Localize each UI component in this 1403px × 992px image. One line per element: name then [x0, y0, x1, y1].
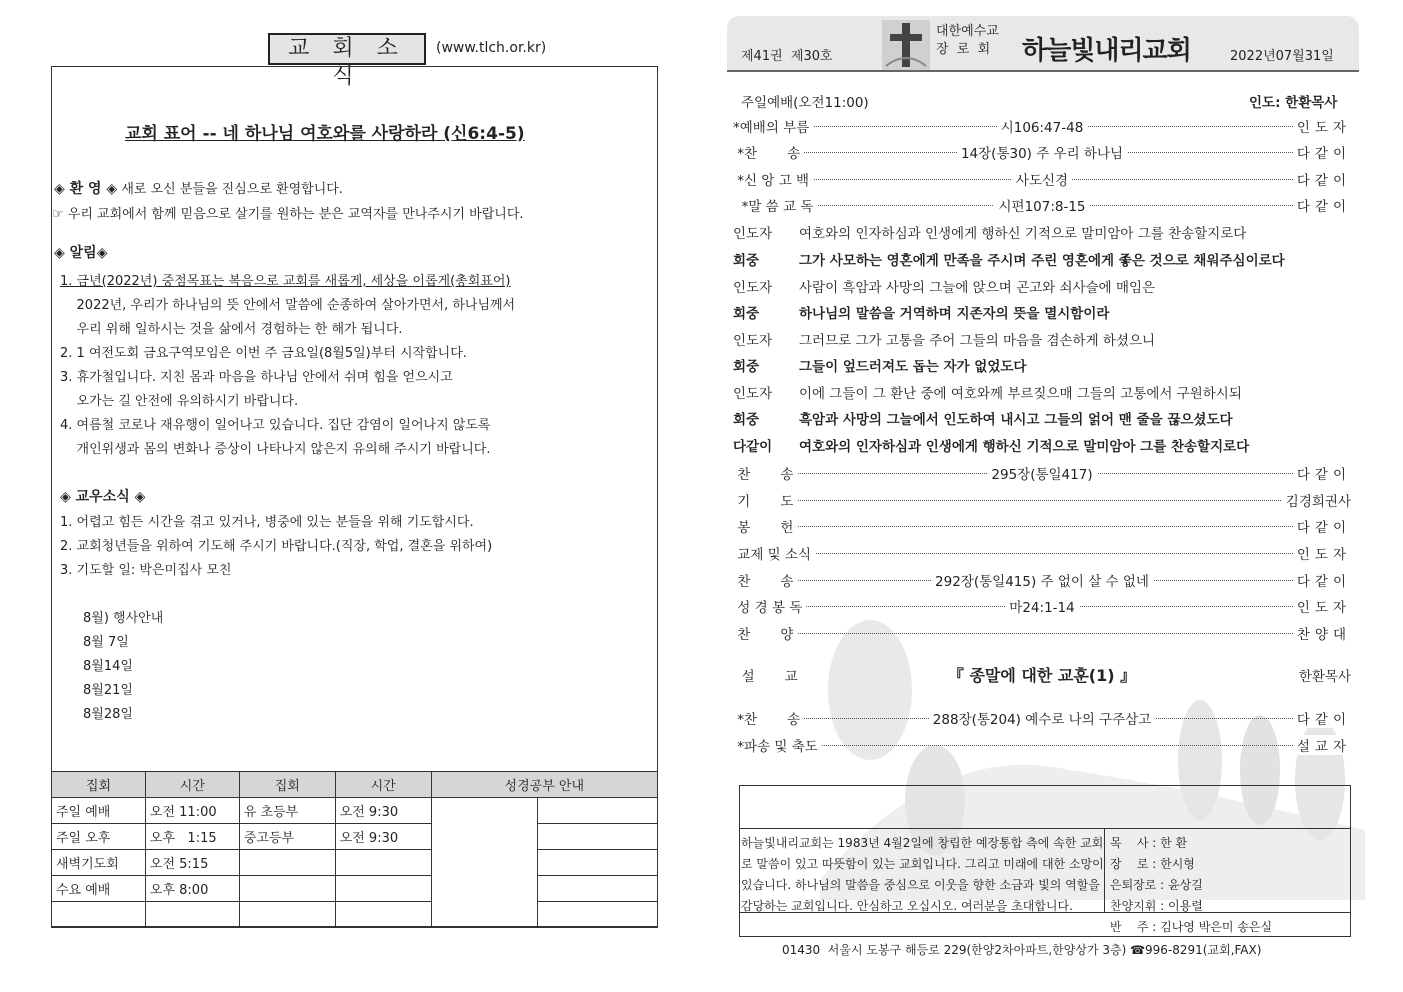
order-responsible: 김경희권사 [1282, 490, 1351, 510]
order-row [733, 193, 1351, 215]
staff-item: 장 로 : 한시형 [1110, 857, 1195, 871]
order-label: 봉 헌 [733, 516, 797, 536]
order-row [733, 706, 1351, 728]
order-label: 성 경 봉 독 [733, 596, 806, 616]
order-content: 시106:47-48 [997, 120, 1088, 136]
sermon-title: 『 종말에 대한 교훈(1) 』 [944, 666, 1140, 685]
table-cell: 새벽기도회 [52, 850, 146, 876]
table-cell: 오전 5:15 [145, 850, 239, 876]
order-label: *말 씀 교 독 [733, 195, 817, 215]
responsive-line [733, 249, 1285, 269]
notice-heading: ◈ 알림◈ [54, 245, 108, 261]
cross-logo-icon [882, 20, 930, 70]
responsive-line [733, 302, 1109, 322]
responsive-speaker: 회중 [733, 359, 760, 375]
order-label: *신 앙 고 백 [733, 169, 813, 189]
order-content: 295장(통일417) [987, 467, 1096, 483]
order-label: *파송 및 축도 [733, 735, 822, 755]
table-cell [239, 876, 335, 902]
table-cell: 오전 9:30 [335, 824, 431, 850]
table-row [52, 876, 658, 902]
dot-leader [733, 553, 1351, 554]
welcome-text: 새로 오신 분들을 진심으로 환영합니다. [117, 182, 343, 197]
notice-item: 오가는 길 안전에 유의하시기 바랍니다. [60, 394, 299, 409]
responsive-text: 사람이 흑암과 사망의 그늘에 앉으며 곤고와 쇠사슬에 매임은 [799, 280, 1156, 296]
responsive-text: 그들이 엎드러져도 돕는 자가 없었도다 [799, 359, 1027, 375]
responsive-text: 하나님의 말씀을 거역하며 지존자의 뜻을 멸시함이라 [799, 306, 1110, 322]
order-responsible: 찬양대 [1293, 623, 1351, 643]
notice-item: 3. 휴가철입니다. 지친 몸과 마음을 하나님 안에서 쉬며 힘을 얻으시고 [60, 370, 453, 385]
service-leader: 인도: 한환목사 [1249, 95, 1338, 111]
order-row [733, 541, 1351, 563]
table-row [52, 824, 658, 850]
table-cell [335, 902, 431, 928]
welcome-line [54, 178, 343, 198]
col-header: 시간 [335, 772, 431, 798]
order-content: 마24:1-14 [1005, 600, 1078, 616]
table-row [52, 850, 658, 876]
notice-item: 1. 금년(2022년) 중점목표는 복음으로 교회를 새롭게, 세상을 이롭게(총회표어) [60, 274, 511, 289]
info-divider [1104, 829, 1105, 913]
dot-leader [733, 500, 1351, 501]
staff-item: 목 사 : 한 환 [1110, 836, 1188, 850]
service-title: 주일예배(오전11:00) [741, 95, 869, 111]
members-item: 3. 기도할 일: 박은미집사 모친 [60, 563, 232, 578]
church-name: 하늘빛내리교회 [1022, 36, 1191, 66]
table-cell: 주일 예배 [52, 798, 146, 824]
responsive-speaker: 인도자 [733, 226, 773, 242]
responsive-text: 여호와의 인자하심과 인생에게 행하신 기적으로 말미암아 그를 찬송할지로다 [799, 439, 1250, 455]
table-cell: 오전 11:00 [145, 798, 239, 824]
table-cell: 수요 예배 [52, 876, 146, 902]
order-content: 288장(통204) 예수로 나의 구주삼고 [929, 712, 1155, 728]
table-row [52, 902, 658, 928]
notice-item: 우리 위해 일하시는 것을 삶에서 경험하는 한 해가 됩니다. [60, 322, 403, 337]
responsive-text: 이에 그들이 그 환난 중에 여호와께 부르짖으매 그들의 고통에서 구원하시되 [799, 386, 1242, 402]
order-content: 14장(통30) 주 우리 하나님 [957, 146, 1127, 162]
responsive-text: 그러므로 그가 고통을 주어 그들의 마음을 겸손하게 하셨으니 [799, 333, 1156, 349]
order-label: 설 교 [733, 665, 802, 685]
table-header-row [52, 772, 658, 798]
table-cell [538, 824, 658, 850]
col-header: 시간 [145, 772, 239, 798]
table-cell [239, 902, 335, 928]
order-label: 기 도 [733, 490, 797, 510]
notice-item: 4. 여름철 코로나 재유행이 일어나고 있습니다. 집단 감염이 일어나지 않도록 [60, 418, 491, 433]
welcome-text-2: ☞ 우리 교회에서 함께 믿음으로 살기를 원하는 분은 교역자를 만나주시기 바랍니다. [52, 207, 524, 222]
order-label: *찬 송 [733, 142, 804, 162]
order-row [733, 621, 1351, 643]
table-row [52, 798, 658, 824]
order-responsible: 다같이 [1293, 195, 1351, 215]
dot-leader [733, 745, 1351, 746]
responsive-speaker: 회중 [733, 306, 760, 322]
order-responsible: 인도자 [1293, 116, 1351, 136]
staff-item: 은퇴장로 : 윤상길 [1110, 878, 1203, 892]
order-row [733, 461, 1351, 483]
col-header: 집회 [239, 772, 335, 798]
denomination-line: 대한예수교 [936, 24, 999, 39]
staff-item: 반 주 : 김나영 박은미 송은실 [1110, 920, 1273, 934]
event-date: 8월 7일 [83, 635, 129, 650]
responsive-line [733, 329, 1155, 349]
notice-item: 2022년, 우리가 하나님의 뜻 안에서 말씀에 순종하여 살아가면서, 하나님께서 [60, 298, 516, 313]
table-cell [538, 798, 658, 824]
order-row [733, 733, 1351, 755]
order-row [733, 140, 1351, 162]
church-address: 01430 서울시 도봉구 해등로 229(한양2차아파트,한양상가 3층) ☎996-8291(교회,FAX) [782, 943, 1262, 957]
responsive-speaker: 다같이 [733, 439, 773, 455]
table-cell [538, 876, 658, 902]
dot-leader [733, 633, 1351, 634]
order-label: *찬 송 [733, 708, 804, 728]
col-header: 성경공부 안내 [431, 772, 657, 798]
event-date: 8월14일 [83, 659, 133, 674]
notice-item: 개인위생과 몸의 변화나 증상이 나타나지 않은지 유의해 주시기 바랍니다. [60, 442, 491, 457]
order-responsible: 다같이 [1293, 516, 1351, 536]
order-row [733, 114, 1351, 136]
col-header: 집회 [52, 772, 146, 798]
table-cell: 오후 1:15 [145, 824, 239, 850]
order-row [733, 514, 1351, 536]
table-cell [431, 798, 538, 928]
staff-item: 찬양지휘 : 이용렬 [1110, 899, 1203, 913]
table-cell [52, 902, 146, 928]
order-responsible: 다같이 [1293, 708, 1351, 728]
table-cell: 오후 8:00 [145, 876, 239, 902]
church-motto: 교회 표어 -- 네 하나님 여호와를 사랑하라 (신6:4-5) [125, 124, 525, 144]
info-top-rule [739, 828, 1351, 829]
sermon-row [733, 663, 1351, 689]
responsive-speaker: 인도자 [733, 386, 773, 402]
members-item: 2. 교회청년들을 위하여 기도해 주시기 바랍니다.(직장, 학업, 결혼을 위하여) [60, 539, 493, 554]
dot-leader [733, 526, 1351, 527]
order-responsible: 다같이 [1293, 570, 1351, 590]
order-row [733, 568, 1351, 590]
order-content: 시편107:8-15 [994, 199, 1089, 215]
responsive-line [733, 222, 1246, 242]
table-cell [335, 850, 431, 876]
members-heading: ◈ 교우소식 ◈ [60, 489, 146, 505]
event-date: 8월21일 [83, 683, 133, 698]
bulletin-date: 2022년07월31일 [1230, 49, 1334, 64]
order-label: 찬 송 [733, 570, 797, 590]
order-content: 292장(통일415) 주 없이 살 수 없네 [931, 574, 1153, 590]
order-responsible: 한환목사 [1295, 665, 1351, 685]
table-cell [538, 850, 658, 876]
event-date: 8월28일 [83, 707, 133, 722]
responsive-line [733, 276, 1155, 296]
responsive-text: 그가 사모하는 영혼에게 만족을 주시며 주린 영혼에게 좋은 것으로 채워주심이로다 [799, 253, 1285, 269]
responsive-line [733, 355, 1026, 375]
events-heading: 8월) 행사안내 [83, 611, 164, 626]
responsive-speaker: 회중 [733, 412, 760, 428]
responsive-speaker: 인도자 [733, 280, 773, 296]
website-url[interactable]: (www.tlch.or.kr) [436, 40, 547, 56]
denomination [936, 23, 999, 59]
order-label: 찬 송 [733, 463, 797, 483]
church-introduction: 하늘빛내리교회는 1983년 4월2일에 창립한 예장통합 측에 속한 교회로 말씀이 있고 따뜻함이 있는 교회입니다. 그리고 미래에 대한 소망이 있습니다. 하나님의 말씀을 중심으로 이웃을 향한 소금과 빛의 역할을 감당하는 교회입니다. 안심하고 오십시오. 여러분을 초대합니다. [741, 836, 1104, 913]
order-row [733, 488, 1351, 510]
order-responsible: 다같이 [1293, 142, 1351, 162]
volume-number: 제41권 제30호 [741, 49, 833, 64]
order-row [733, 167, 1351, 189]
page-title: 교 회 소 식 [268, 33, 426, 65]
table-cell [239, 850, 335, 876]
order-responsible: 인도자 [1293, 543, 1351, 563]
table-cell: 주일 오후 [52, 824, 146, 850]
table-cell [335, 876, 431, 902]
denomination-line: 장 로 회 [936, 42, 991, 57]
order-content: 사도신경 [1012, 173, 1072, 189]
table-cell: 유 초등부 [239, 798, 335, 824]
responsive-line [733, 382, 1242, 402]
order-responsible: 인도자 [1293, 596, 1351, 616]
responsive-text: 흑암과 사망의 그늘에서 인도하여 내시고 그들의 얽어 맨 줄을 끊으셨도다 [799, 412, 1233, 428]
order-responsible: 다같이 [1293, 463, 1351, 483]
responsive-text: 여호와의 인자하심과 인생에게 행하신 기적으로 말미암아 그를 찬송할지로다 [799, 226, 1247, 242]
order-label: *예배의 부름 [733, 116, 813, 136]
staff-list [1110, 833, 1272, 938]
table-cell: 중고등부 [239, 824, 335, 850]
order-label: 찬 양 [733, 623, 797, 643]
responsive-speaker: 인도자 [733, 333, 773, 349]
responsive-line [733, 408, 1233, 428]
responsive-line [733, 435, 1249, 455]
order-label: 교제 및 소식 [733, 543, 815, 563]
members-item: 1. 어렵고 힘든 시간을 겪고 있거나, 병중에 있는 분들을 위해 기도합시다. [60, 515, 474, 530]
table-cell: 오전 9:30 [335, 798, 431, 824]
schedule-table [51, 771, 658, 928]
notice-item: 2. 1 여전도회 금요구역모임은 이번 주 금요일(8월5일)부터 시작합니다. [60, 346, 467, 361]
welcome-heading: ◈ 환 영 ◈ [54, 181, 118, 197]
order-responsible: 다같이 [1293, 169, 1351, 189]
table-cell [538, 902, 658, 928]
table-cell [145, 902, 239, 928]
order-row [733, 594, 1351, 616]
order-responsible: 설교자 [1293, 735, 1351, 755]
responsive-speaker: 회중 [733, 253, 760, 269]
